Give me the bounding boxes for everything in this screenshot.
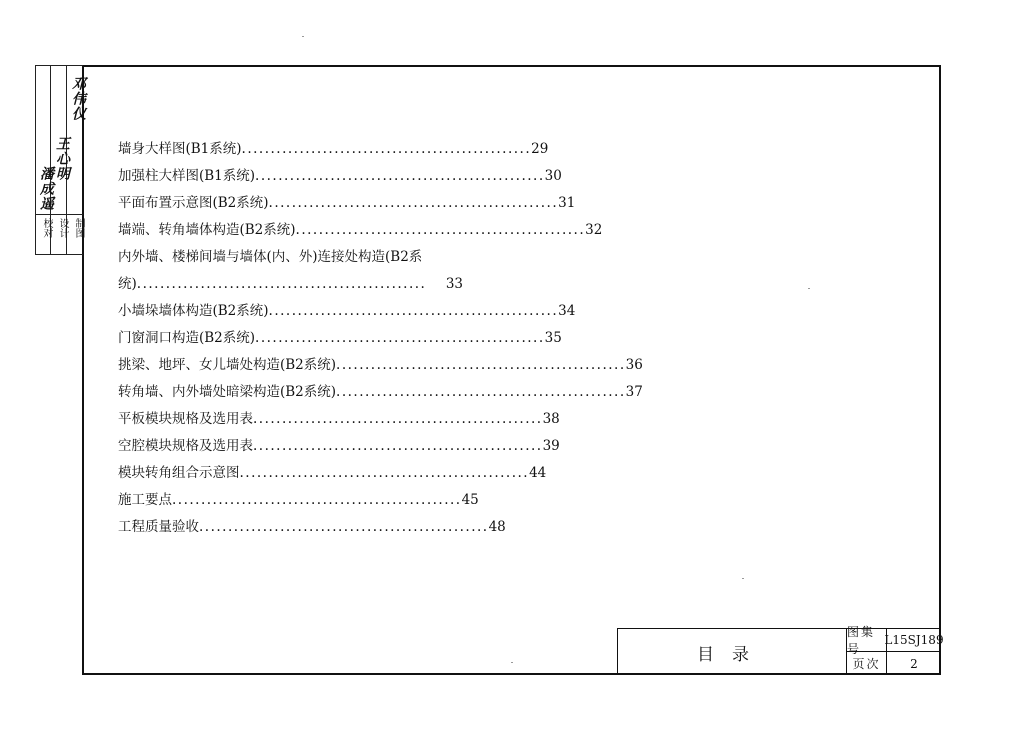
signature-drafter: 邓伟仪: [70, 76, 86, 121]
page-number-value: 2: [910, 656, 918, 671]
page-number-row: [847, 652, 941, 675]
toc-item[interactable]: 加强柱大样图(B1系统) .................................................. 30: [118, 168, 562, 184]
toc-item[interactable]: 平面布置示意图(B2系统) .................................................. 31: [118, 195, 576, 211]
toc-item[interactable]: 转角墙、内外墙处暗梁构造(B2系统) .................................................. 37: [118, 384, 643, 400]
toc-item[interactable]: 墙身大样图(B1系统) .................................................. 29: [118, 141, 549, 157]
toc-item[interactable]: 模块转角组合示意图 .................................................. 44: [118, 465, 547, 481]
sidebar-label-design: 设计: [57, 218, 68, 238]
sidebar-label-drawing: 制图: [73, 218, 84, 238]
atlas-number-row: [847, 625, 944, 656]
page-number-label: 页次: [847, 652, 887, 675]
sidebar-divider: [36, 214, 83, 215]
table-of-contents: [118, 136, 643, 541]
toc-item-continuation[interactable]: 统) .................................................. 33: [118, 276, 463, 292]
sidebar-label-check: 校对: [41, 218, 52, 238]
toc-item[interactable]: 挑梁、地坪、女儿墙处构造(B2系统) .................................................. 36: [118, 357, 643, 373]
scan-speck: [511, 662, 513, 663]
signature-checker: 潘成遥: [38, 166, 54, 211]
sheet-title: 目录: [618, 629, 847, 675]
toc-item[interactable]: 空腔模块规格及选用表 .................................................. 39: [118, 438, 560, 454]
toc-item[interactable]: 门窗洞口构造(B2系统) .................................................. 35: [118, 330, 562, 346]
toc-item[interactable]: 小墙垛墙体构造(B2系统) .................................................. 34: [118, 303, 576, 319]
toc-item[interactable]: 施工要点 .................................................. 45: [118, 492, 479, 508]
toc-item[interactable]: 内外墙、楼梯间墙与墙体(内、外)连接处构造(B2系: [118, 249, 423, 265]
title-block: [617, 625, 944, 675]
signature-designer: 王心明: [54, 136, 70, 181]
scan-speck: [742, 578, 744, 579]
toc-item[interactable]: 平板模块规格及选用表 .................................................. 38: [118, 411, 560, 427]
approval-sidebar: [35, 65, 86, 255]
toc-item[interactable]: 工程质量验收 .................................................. 48: [118, 519, 506, 535]
scan-speck: [808, 288, 810, 289]
toc-item[interactable]: 墙端、转角墙体构造(B2系统) .................................................. 32: [118, 222, 603, 238]
scan-speck: [302, 36, 304, 37]
atlas-number-label: 图集号: [847, 629, 887, 651]
atlas-number-value: L15SJ189: [884, 633, 944, 647]
